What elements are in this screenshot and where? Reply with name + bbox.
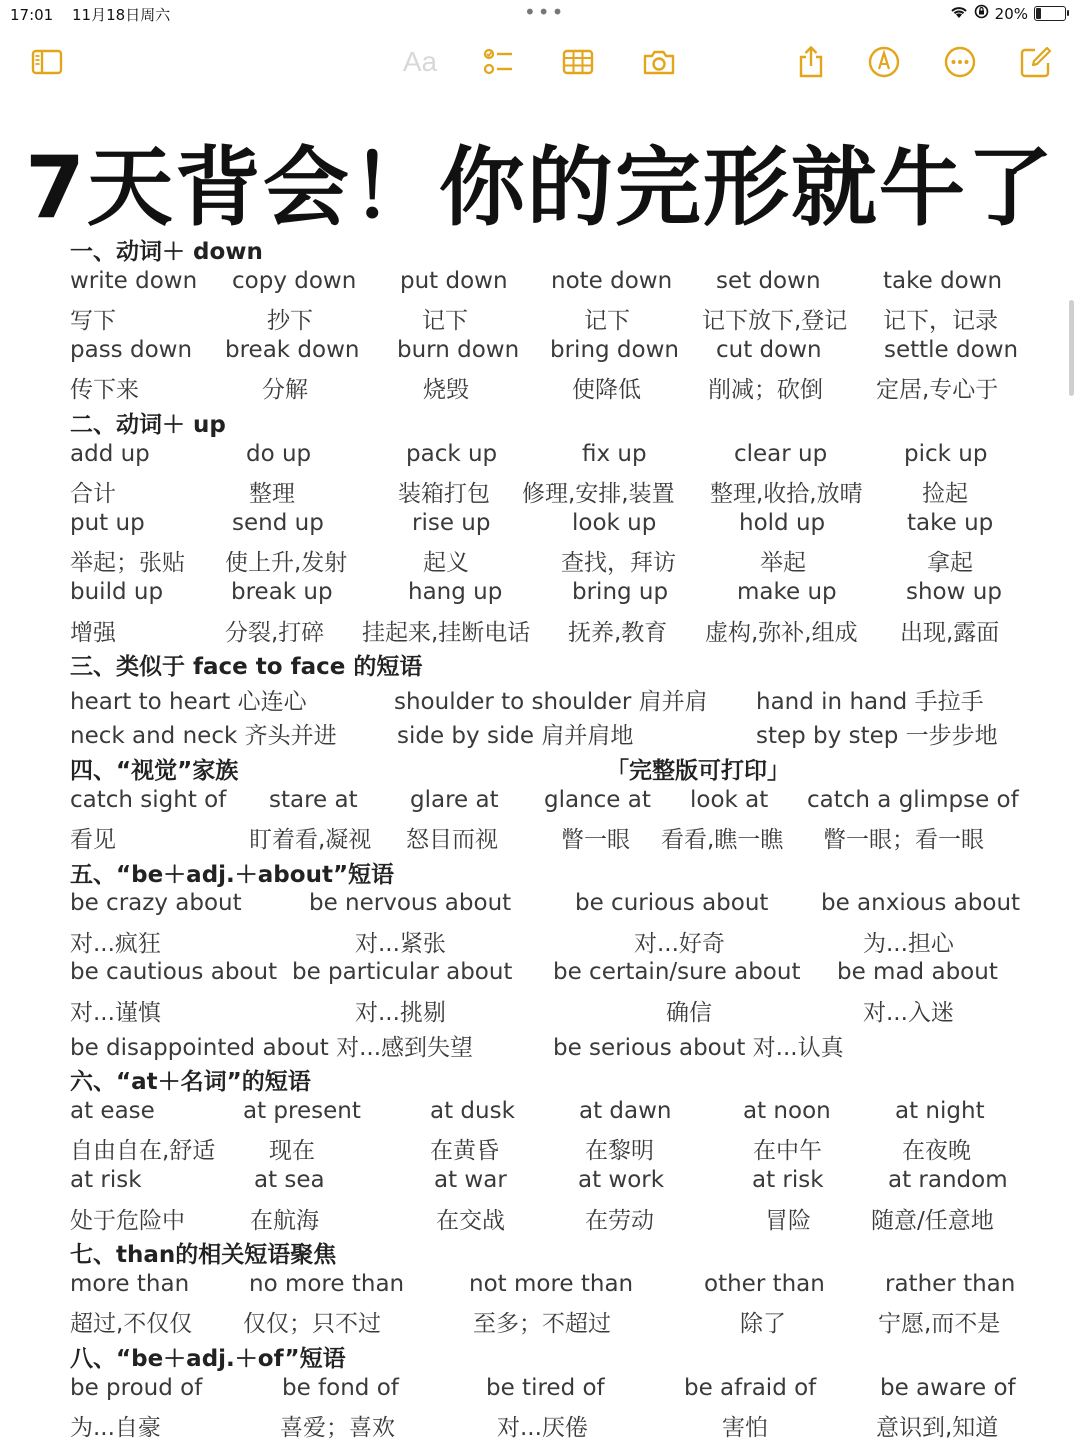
phrase-text: be aware of xyxy=(880,1374,1016,1401)
phrase-text: at dusk xyxy=(430,1097,515,1124)
phrase-text: stare at xyxy=(269,786,358,813)
phrase-text: be tired of xyxy=(486,1374,605,1401)
checklist-icon[interactable] xyxy=(476,40,520,84)
phrase-text: hand in hand 手拉手 xyxy=(756,688,984,715)
phrase-row xyxy=(70,1164,1030,1199)
phrase-text: at random xyxy=(888,1167,1008,1194)
phrase-text: 出现,露面 xyxy=(900,619,1000,646)
phrase-text: more than xyxy=(70,1270,190,1297)
heading-text: 三、类似于 face to face 的短语 xyxy=(70,654,423,681)
wifi-icon xyxy=(950,5,968,23)
phrase-text: take up xyxy=(907,509,994,536)
phrase-text: 至多；不超过 xyxy=(473,1311,611,1338)
phrase-row xyxy=(70,438,1030,473)
phrase-text: bring down xyxy=(550,336,679,363)
phrase-text: hold up xyxy=(739,509,826,536)
phrase-text: shoulder to shoulder 肩并肩 xyxy=(394,688,708,715)
phrase-text: break down xyxy=(225,336,360,363)
phrase-text: 记下 xyxy=(584,308,630,335)
phrase-text: heart to heart 心连心 xyxy=(70,688,307,715)
phrase-text: hang up xyxy=(408,578,503,605)
phrase-row xyxy=(70,1268,1030,1303)
phrase-text: be disappointed about 对...感到失望 xyxy=(70,1034,474,1061)
heading-text: 八、“be＋adj.＋of”短语 xyxy=(70,1346,346,1372)
phrase-text: at risk xyxy=(752,1167,824,1194)
phrase-text: 使上升,发射 xyxy=(225,550,348,577)
format-text-button[interactable]: Aa xyxy=(402,46,438,77)
heading-text: 一、动词＋ down xyxy=(70,239,263,265)
phrase-text: fix up xyxy=(582,440,647,467)
phrase-text: side by side 肩并肩地 xyxy=(397,723,634,750)
phrase-text: not more than xyxy=(469,1270,634,1297)
phrase-text: at present xyxy=(243,1097,361,1124)
phrase-text: 瞥一眼；看一眼 xyxy=(823,827,984,854)
phrase-text: 盯着看,凝视 xyxy=(249,827,372,854)
phrase-text: 随意/任意地 xyxy=(871,1207,994,1234)
phrase-text: 分解 xyxy=(262,377,308,404)
meaning-row xyxy=(70,922,1030,957)
phrase-text: be crazy about xyxy=(70,890,242,917)
phrase-row xyxy=(70,784,1030,819)
phrase-text: be cautious about xyxy=(70,959,278,986)
phrase-text: be proud of xyxy=(70,1374,203,1401)
phrase-text: at war xyxy=(434,1167,507,1194)
phrase-text: glance at xyxy=(544,786,651,813)
status-time: 17:01 xyxy=(10,6,54,24)
phrase-text: 超过,不仅仅 xyxy=(70,1311,193,1338)
phrase-text: 为...担心 xyxy=(863,930,954,957)
phrase-text: 捡起 xyxy=(922,481,968,508)
phrase-text: 起义 xyxy=(423,550,469,577)
phrase-text: be mad about xyxy=(837,959,998,986)
phrase-text: 对...厌倦 xyxy=(497,1415,588,1442)
phrase-text: 合计 xyxy=(70,481,116,508)
phrase-text: 记下 xyxy=(422,308,468,335)
battery-icon xyxy=(1034,6,1066,21)
meaning-row xyxy=(70,299,1030,334)
phrase-text: 分裂,打碎 xyxy=(225,619,325,646)
phrase-text: make up xyxy=(737,578,837,605)
phrase-text: 削减；砍倒 xyxy=(708,377,823,404)
phrase-text: take down xyxy=(883,267,1003,294)
phrase-text: 增强 xyxy=(70,619,116,646)
heading-text: 七、than的相关短语聚焦 xyxy=(70,1242,337,1269)
phrase-text: 对...入迷 xyxy=(863,1000,954,1027)
phrase-text: write down xyxy=(70,267,198,294)
phrase-text: 在航海 xyxy=(250,1207,319,1234)
phrase-text: 现在 xyxy=(269,1138,315,1165)
phrase-text: 修理,安排,装置 xyxy=(522,481,675,508)
phrase-text: 喜爱；喜欢 xyxy=(280,1415,395,1442)
phrase-text: be anxious about xyxy=(821,890,1021,917)
phrase-text: 对...挑剔 xyxy=(355,1000,446,1027)
status-bar xyxy=(0,0,1080,28)
heading-text: 二、动词＋ up xyxy=(70,411,226,438)
phrase-text: be fond of xyxy=(282,1374,399,1401)
meaning-row xyxy=(70,472,1030,507)
orientation-lock-icon xyxy=(974,4,989,23)
phrase-row xyxy=(70,956,1030,991)
phrase-text: 在中午 xyxy=(753,1138,822,1165)
phrase-text: 在劳动 xyxy=(585,1207,654,1234)
phrase-text: pass down xyxy=(70,336,193,363)
phrase-text: no more than xyxy=(249,1270,405,1297)
phrase-text: 对...疯狂 xyxy=(70,930,161,957)
phrase-text: 写下 xyxy=(70,308,116,335)
phrase-text: do up xyxy=(246,440,312,467)
phrase-text: 整理 xyxy=(249,481,295,508)
phrase-text: 在黎明 xyxy=(585,1138,654,1165)
phrase-text: pack up xyxy=(406,440,498,467)
phrase-text: bring up xyxy=(572,578,669,605)
phrase-row xyxy=(70,1372,1030,1407)
phrase-text: 烧毁 xyxy=(423,377,469,404)
phrase-text: 瞥一眼 xyxy=(561,827,630,854)
phrase-text: 看看,瞧一瞧 xyxy=(661,827,784,854)
phrase-text: be afraid of xyxy=(684,1374,817,1401)
section-heading xyxy=(70,1233,1030,1268)
phrase-text: at work xyxy=(578,1167,665,1194)
phrase-text: be curious about xyxy=(575,890,769,917)
phrase-text: 宁愿,而不是 xyxy=(878,1311,1001,1338)
phrase-text: 怒目而视 xyxy=(406,827,498,854)
phrase-text: glare at xyxy=(410,786,499,813)
phrase-text: 意识到,知道 xyxy=(876,1415,999,1442)
printable-note: 「完整版可打印」 xyxy=(606,757,790,784)
phrase-text: settle down xyxy=(884,336,1019,363)
phrase-text: be serious about 对...认真 xyxy=(553,1034,844,1061)
phrase-text: note down xyxy=(551,267,673,294)
phrase-text: 为...自豪 xyxy=(70,1415,161,1442)
phrase-text: 举起 xyxy=(760,550,806,577)
phrase-text: neck and neck 齐头并进 xyxy=(70,723,337,750)
phrase-text: other than xyxy=(704,1270,825,1297)
phrase-text: 看见 xyxy=(70,827,116,854)
phrase-text: 处于危险中 xyxy=(70,1207,185,1234)
heading-text: 六、“at＋名词”的短语 xyxy=(70,1069,311,1096)
notes-toolbar xyxy=(0,40,1080,84)
phrase-text: 举起；张贴 xyxy=(70,550,185,577)
phrase-text: 对...紧张 xyxy=(355,930,446,957)
section-heading xyxy=(70,1060,1030,1095)
phrase-text: 自由自在,舒适 xyxy=(70,1138,216,1165)
phrase-text: clear up xyxy=(734,440,828,467)
phrase-text: look at xyxy=(690,786,769,813)
phrase-row xyxy=(70,265,1030,300)
meaning-row xyxy=(70,1199,1030,1234)
section-heading xyxy=(70,645,1030,680)
phrase-text: add up xyxy=(70,440,150,467)
phrase-text: break up xyxy=(231,578,333,605)
section-heading xyxy=(70,403,1030,438)
phrase-text: look up xyxy=(572,509,657,536)
section-heading xyxy=(70,749,1030,784)
battery-percent: 20% xyxy=(994,4,1028,23)
heading-text: 五、“be＋adj.＋about”短语 xyxy=(70,861,395,888)
compose-icon[interactable] xyxy=(1014,40,1058,84)
phrase-text: put down xyxy=(400,267,508,294)
phrase-text: build up xyxy=(70,578,164,605)
phrase-row xyxy=(70,576,1030,611)
phrase-text: 在夜晚 xyxy=(902,1138,971,1165)
phrase-text: rise up xyxy=(412,509,491,536)
meaning-row xyxy=(70,991,1030,1026)
phrase-row xyxy=(70,887,1030,922)
phrase-text: at dawn xyxy=(579,1097,672,1124)
phrase-text: cut down xyxy=(716,336,822,363)
phrase-text: 记下，记录 xyxy=(883,308,998,335)
phrase-text: 冒险 xyxy=(765,1207,811,1234)
meaning-row xyxy=(70,1129,1030,1164)
phrase-text: 除了 xyxy=(740,1311,786,1338)
phrase-text: send up xyxy=(232,509,324,536)
phrase-text: 查找，拜访 xyxy=(561,550,676,577)
phrase-text: 传下来 xyxy=(70,377,139,404)
phrase-text: 拿起 xyxy=(927,550,973,577)
meaning-row xyxy=(70,541,1030,576)
phrase-text: 对...好奇 xyxy=(634,930,725,957)
phrase-text: catch sight of xyxy=(70,786,227,813)
phrase-text: 整理,收拾,放晴 xyxy=(710,481,863,508)
phrase-row xyxy=(70,507,1030,542)
share-icon[interactable] xyxy=(789,40,833,84)
phrase-text: 在黄昏 xyxy=(430,1138,499,1165)
section-heading xyxy=(70,853,1030,888)
phrase-text: be nervous about xyxy=(309,890,512,917)
phrase-row xyxy=(70,714,1030,749)
phrase-text: be certain/sure about xyxy=(553,959,801,986)
phrase-text: step by step 一步步地 xyxy=(756,723,998,750)
meaning-row xyxy=(70,611,1030,646)
phrase-text: copy down xyxy=(232,267,357,294)
more-options-icon[interactable] xyxy=(938,40,982,84)
phrase-text: pick up xyxy=(904,440,988,467)
phrase-text: 使降低 xyxy=(572,377,641,404)
multitasking-dots-icon[interactable]: ••• xyxy=(524,0,566,24)
meaning-row xyxy=(70,818,1030,853)
phrase-text: 定居,专心于 xyxy=(876,377,999,404)
section-heading xyxy=(70,1337,1030,1372)
phrase-text: at sea xyxy=(254,1167,325,1194)
phrase-text: 抄下 xyxy=(267,308,313,335)
phrase-text: be particular about xyxy=(292,959,513,986)
phrase-text: 抚养,教育 xyxy=(568,619,668,646)
phrase-text: 害怕 xyxy=(722,1415,768,1442)
phrase-text: 仅仅；只不过 xyxy=(243,1311,381,1338)
phrase-text: put up xyxy=(70,509,145,536)
phrase-text: at ease xyxy=(70,1097,155,1124)
phrase-text: 虚构,弥补,组成 xyxy=(705,619,858,646)
phrase-row xyxy=(70,1026,1030,1061)
phrase-text: catch a glimpse of xyxy=(807,786,1019,813)
meaning-row xyxy=(70,1302,1030,1337)
phrase-row xyxy=(70,1095,1030,1130)
phrase-text: at noon xyxy=(743,1097,831,1124)
phrase-text: at risk xyxy=(70,1167,142,1194)
phrase-text: 挂起来,挂断电话 xyxy=(362,619,531,646)
phrase-text: rather than xyxy=(885,1270,1016,1297)
meaning-row xyxy=(70,368,1030,403)
markup-pen-icon[interactable] xyxy=(862,40,906,84)
phrase-text: burn down xyxy=(397,336,520,363)
meaning-row xyxy=(70,1406,1030,1441)
section-heading xyxy=(70,230,1030,265)
note-body[interactable] xyxy=(70,230,1030,1441)
phrase-text: show up xyxy=(906,578,1002,605)
phrase-text: at night xyxy=(895,1097,985,1124)
phrase-text: 在交战 xyxy=(436,1207,505,1234)
phrase-text: 对...谨慎 xyxy=(70,1000,161,1027)
phrase-text: 记下放下,登记 xyxy=(702,308,848,335)
table-icon[interactable] xyxy=(556,40,600,84)
note-title: 7天背会！你的完形就牛了 xyxy=(25,138,1055,238)
heading-text: 四、“视觉”家族 xyxy=(70,757,239,784)
camera-icon[interactable] xyxy=(637,40,681,84)
scrollbar[interactable] xyxy=(1069,300,1074,396)
sidebar-toggle-icon[interactable] xyxy=(25,40,69,84)
phrase-row xyxy=(70,680,1030,715)
phrase-text: 装箱打包 xyxy=(398,481,490,508)
status-date: 11月18日周六 xyxy=(72,6,171,24)
phrase-text: set down xyxy=(716,267,821,294)
phrase-row xyxy=(70,334,1030,369)
phrase-text: 确信 xyxy=(666,1000,712,1027)
